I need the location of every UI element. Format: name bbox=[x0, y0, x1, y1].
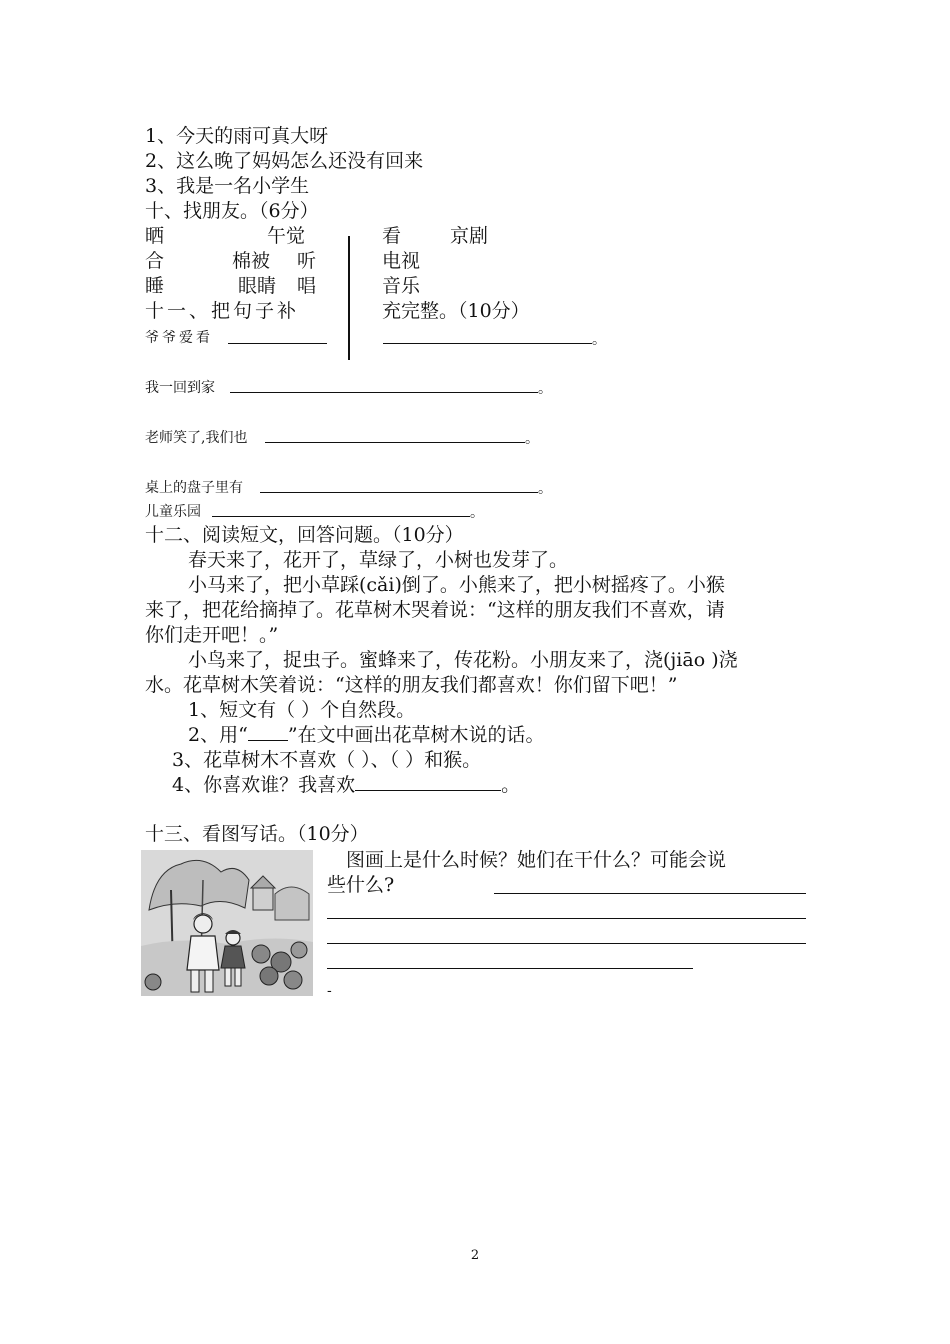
page-number: 2 bbox=[470, 1248, 480, 1263]
section-10-title: 十、找朋友。（6分） bbox=[145, 200, 319, 222]
sentence-2: 2、这么晚了妈妈怎么还没有回来 bbox=[145, 150, 424, 172]
passage-para-3-line-2: 水。花草树木笑着说：“这样的朋友我们都喜欢！你们留下吧！” bbox=[145, 674, 678, 696]
section-12-title: 十二、阅读短文，回答问题。（10分） bbox=[145, 524, 464, 546]
period-1: 。 bbox=[592, 332, 606, 348]
match-left-1a: 晒 bbox=[145, 225, 165, 247]
fill-sentence-2-label: 我一回到家 bbox=[145, 380, 215, 396]
picture-prompt-line-1: 图画上是什么时候？她们在干什么？可能会说 bbox=[346, 849, 727, 871]
period-4: 。 bbox=[538, 481, 552, 497]
writing-line-1[interactable] bbox=[494, 893, 806, 894]
match-left-3c: 唱 bbox=[297, 275, 317, 297]
sentence-1: 1、今天的雨可真大呀 bbox=[145, 125, 329, 147]
match-left-3b: 眼睛 bbox=[238, 275, 277, 297]
fill-blank-5[interactable] bbox=[212, 516, 470, 517]
fill-blank-1a[interactable] bbox=[228, 343, 327, 344]
question-4-label: 4、你喜欢谁？我喜欢 bbox=[172, 774, 356, 796]
underline-sample bbox=[248, 724, 288, 741]
match-left-2b: 棉被 bbox=[232, 250, 271, 272]
passage-para-2-line-1: 小马来了，把小草踩(cǎi)倒了。小熊来了，把小树摇疼了。小猴 bbox=[188, 574, 725, 596]
question-4 bbox=[172, 773, 520, 797]
match-left-3a: 睡 bbox=[145, 275, 165, 297]
match-right-3: 音乐 bbox=[382, 275, 421, 297]
fill-sentence-4-label: 桌上的盘子里有 bbox=[145, 480, 243, 496]
match-right-1a: 看 bbox=[382, 225, 402, 247]
mother-daughter-picture bbox=[141, 850, 313, 996]
match-left-1b: 午觉 bbox=[267, 225, 306, 247]
match-left-2c: 听 bbox=[297, 250, 317, 272]
question-1: 1、短文有（ ）个自然段。 bbox=[188, 699, 416, 721]
question-2 bbox=[188, 723, 545, 747]
question-2-pre: 2、用“ bbox=[188, 724, 248, 746]
writing-line-3[interactable] bbox=[327, 943, 806, 944]
passage-para-3-line-1: 小鸟来了，捉虫子。蜜蜂来了，传花粉。小朋友来了，浇(jiāo )浇 bbox=[188, 649, 738, 671]
section-13-title: 十三、看图写话。（10分） bbox=[145, 823, 369, 845]
period-3: 。 bbox=[525, 431, 539, 447]
writing-line-2[interactable] bbox=[327, 918, 806, 919]
fill-blank-3[interactable] bbox=[265, 442, 525, 443]
match-left-2a: 合 bbox=[145, 250, 165, 272]
fill-sentence-3-label: 老师笑了,我们也 bbox=[145, 430, 248, 446]
passage-para-2-line-3: 你们走开吧！。” bbox=[145, 624, 279, 646]
passage-para-1: 春天来了，花开了，草绿了，小树也发芽了。 bbox=[188, 549, 569, 571]
answer-blank-q4[interactable] bbox=[355, 774, 501, 791]
question-2-post: ”在文中画出花草树木说的话。 bbox=[287, 724, 545, 746]
fill-blank-2[interactable] bbox=[230, 392, 538, 393]
match-right-1b: 京剧 bbox=[450, 225, 489, 247]
passage-para-2-line-2: 来了，把花给摘掉了。花草树木哭着说：“这样的朋友我们不喜欢，请 bbox=[145, 599, 725, 621]
question-3: 3、花草树木不喜欢（ ）、（ ）和猴。 bbox=[172, 749, 482, 771]
column-divider bbox=[348, 236, 350, 360]
section-11-title-right: 充完整。（10分） bbox=[382, 300, 530, 322]
fill-blank-4[interactable] bbox=[260, 492, 538, 493]
period-2: 。 bbox=[538, 381, 552, 397]
writing-line-4[interactable] bbox=[327, 968, 693, 969]
period-5: 。 bbox=[470, 505, 484, 521]
question-4-end: 。 bbox=[501, 774, 521, 796]
match-right-2: 电视 bbox=[382, 250, 421, 272]
picture-prompt-line-2: 些什么? bbox=[327, 874, 395, 896]
fill-sentence-1-label: 爷爷爱看 bbox=[145, 330, 213, 346]
stray-mark: - bbox=[327, 983, 332, 999]
fill-sentence-5-label: 儿童乐园 bbox=[145, 504, 201, 520]
section-11-title-left: 十一、把句子补 bbox=[145, 300, 300, 322]
sentence-3: 3、我是一名小学生 bbox=[145, 175, 310, 197]
fill-blank-1b[interactable] bbox=[383, 343, 592, 344]
